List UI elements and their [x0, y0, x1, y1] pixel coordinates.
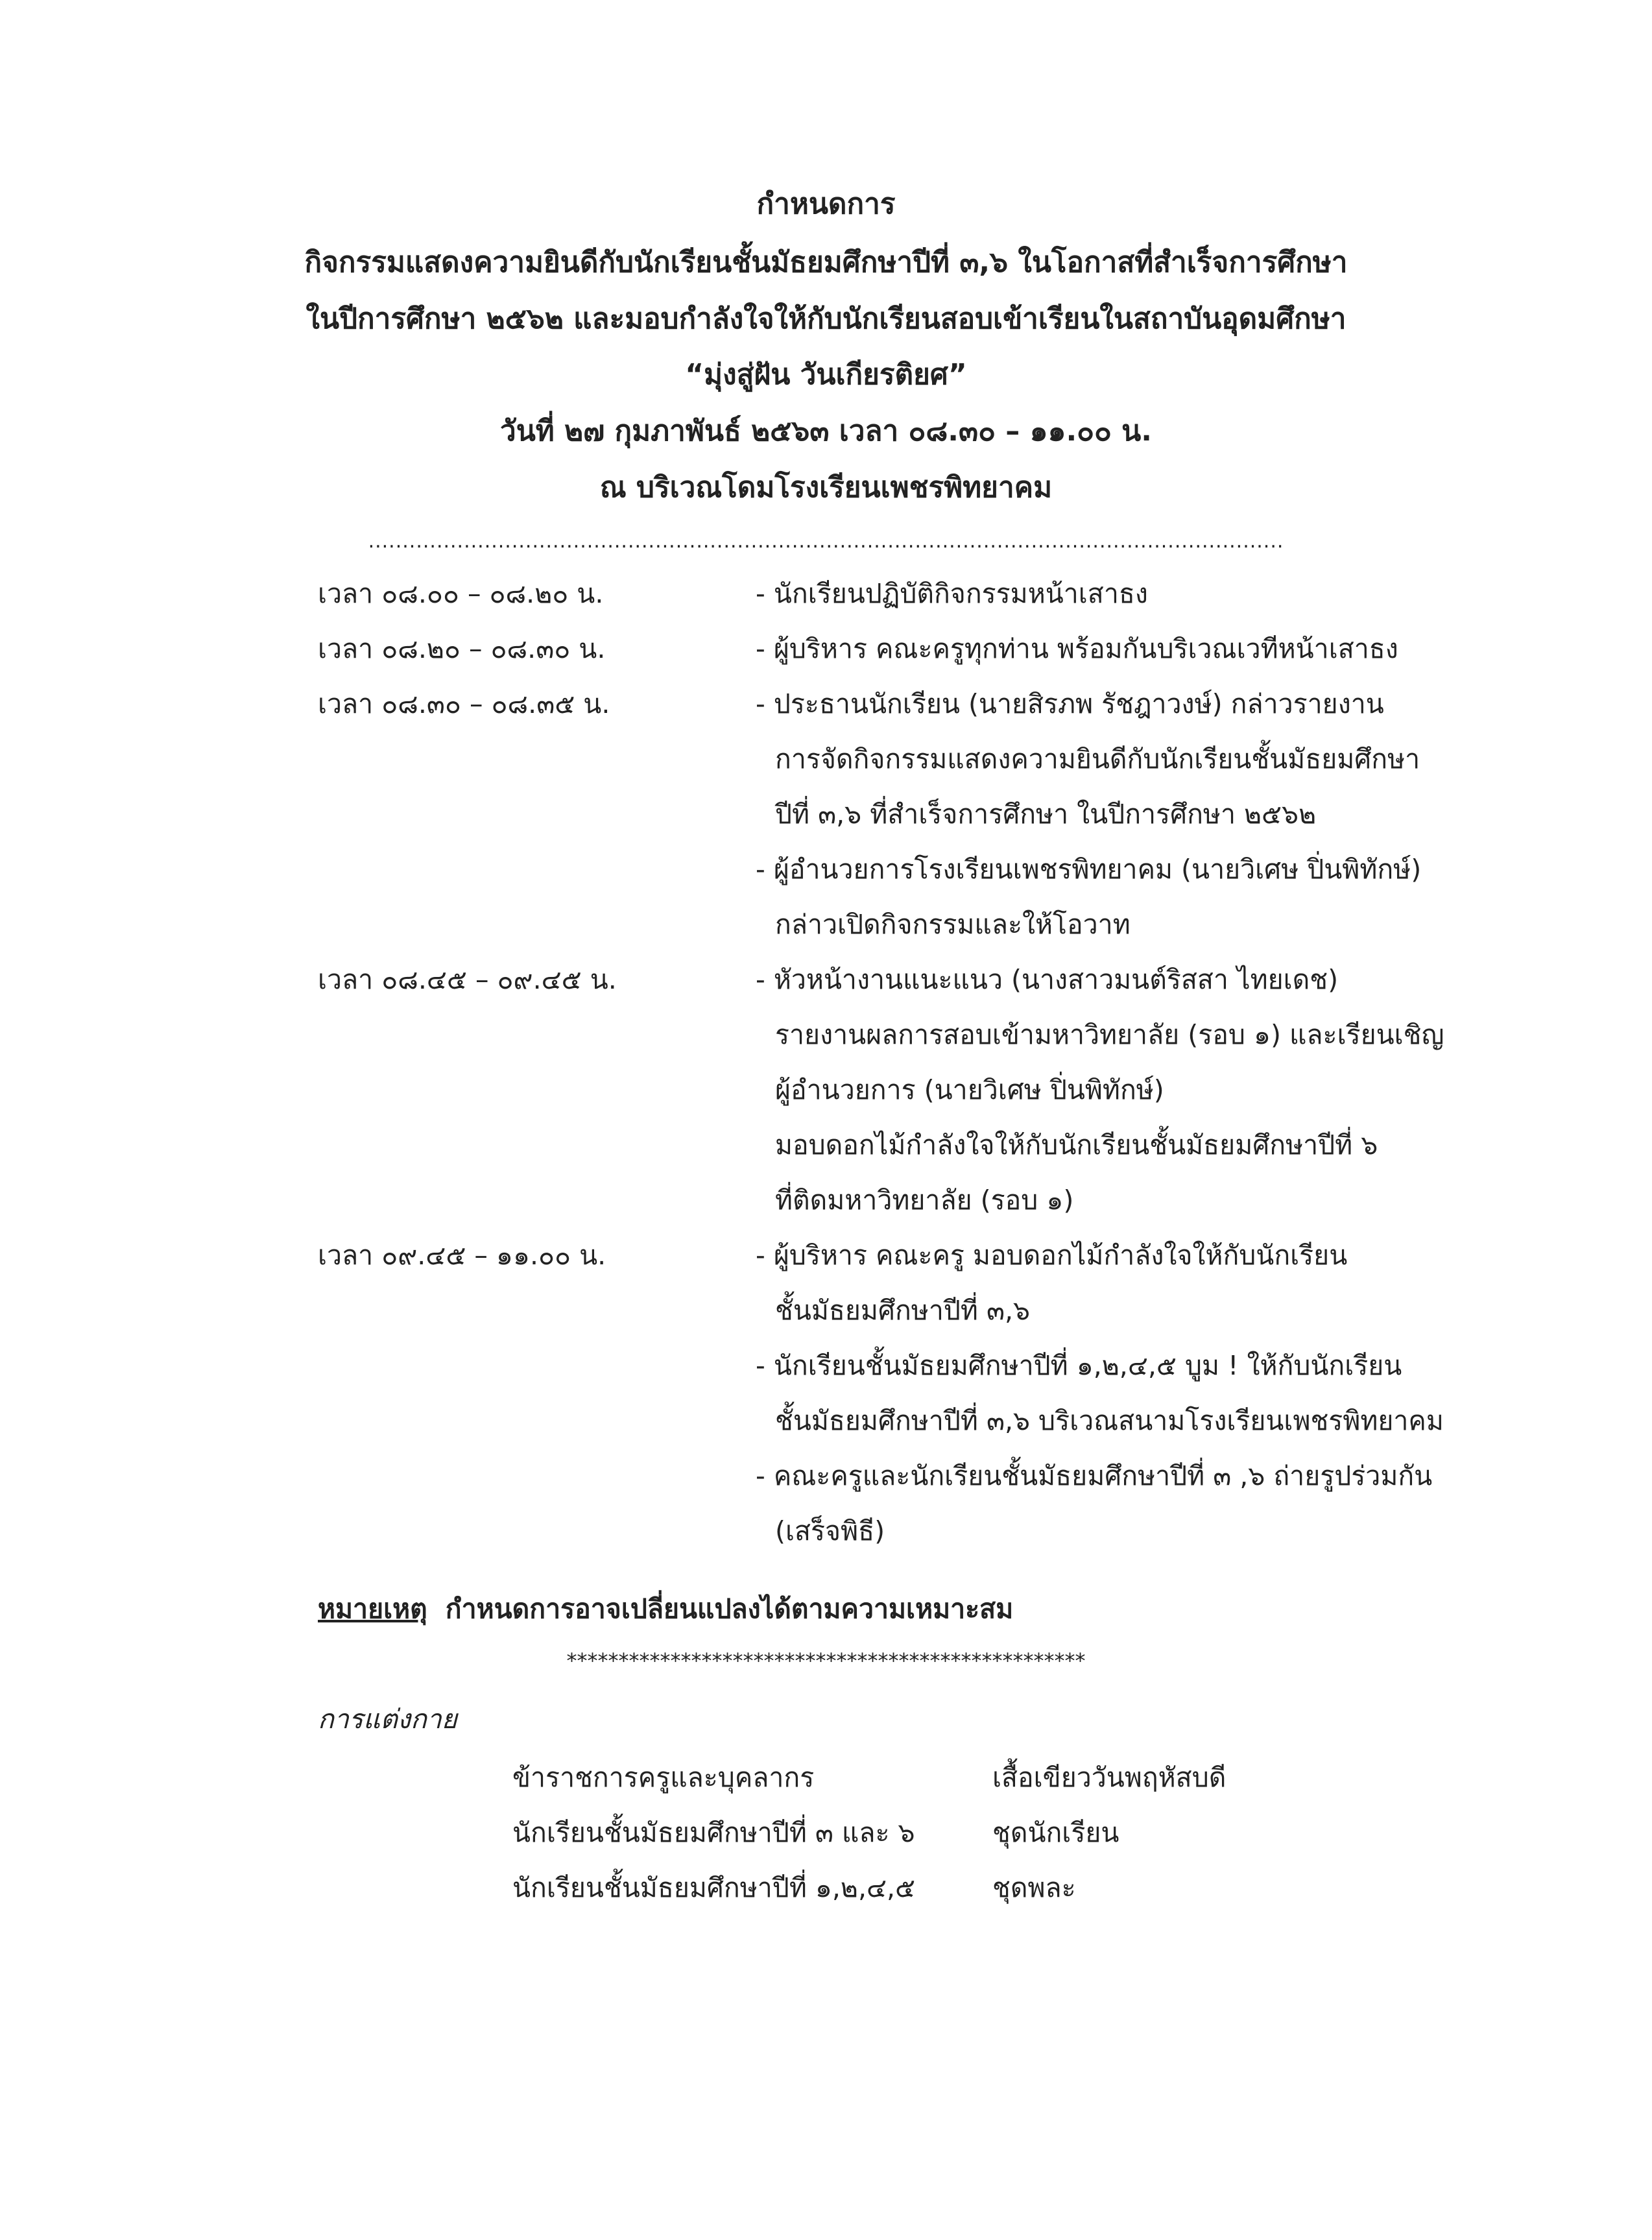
schedule-line: - นักเรียนชั้นมัธยมศึกษาปีที่ ๑,๒,๔,๕ บูม ! ให้กับนักเรียน: [756, 1350, 1402, 1381]
document-title: กำหนดการ: [756, 187, 896, 221]
event-date: วันที่ ๒๗ กุมภาพันธ์ ๒๕๖๓ เวลา ๐๘.๓๐ – ๑๑.๐๐ น.: [500, 415, 1152, 448]
note-text: กำหนดการอาจเปลี่ยนแปลงได้ตามความเหมาะสม: [445, 1593, 1014, 1624]
schedule-line: รายงานผลการสอบเข้ามหาวิทยาลัย (รอบ ๑) และเรียนเชิญ: [775, 1019, 1444, 1050]
header-line-2: ในปีการศึกษา ๒๕๖๒ และมอบกำลังใจให้กับนักเรียนสอบเข้าเรียนในสถาบันอุดมศึกษา: [305, 302, 1347, 335]
note: [318, 1589, 1013, 1628]
schedule-line: ที่ติดมหาวิทยาลัย (รอบ ๑): [775, 1185, 1074, 1216]
dress-code-group: นักเรียนชั้นมัธยมศึกษาปีที่ ๑,๒,๔,๕: [512, 1872, 916, 1903]
dress-code-title: การแต่งกาย: [318, 1704, 457, 1735]
schedule-line: ชั้นมัธยมศึกษาปีที่ ๓,๖ บริเวณสนามโรงเรียนเพชรพิทยาคม: [775, 1405, 1444, 1436]
schedule-line: - นักเรียนปฏิบัติกิจกรรมหน้าเสาธง: [756, 578, 1148, 609]
schedule-line: (เสร็จพิธี): [775, 1515, 885, 1547]
schedule-line: - ผู้บริหาร คณะครูทุกท่าน พร้อมกันบริเวณเวทีหน้าเสาธง: [756, 633, 1398, 664]
schedule-line: มอบดอกไม้กำลังใจให้กับนักเรียนชั้นมัธยมศึกษาปีที่ ๖: [775, 1129, 1378, 1161]
stars-divider: **************************************************: [566, 1648, 1086, 1673]
schedule-line: - ประธานนักเรียน (นายสิรภพ รัชฎาวงษ์) กล่าวรายงาน: [756, 688, 1384, 719]
event-slogan: “มุ่งสู่ฝัน วันเกียรติยศ”: [685, 358, 967, 391]
dress-code-attire: ชุดพละ: [992, 1872, 1076, 1903]
dress-code-attire: เสื้อเขียววันพฤหัสบดี: [992, 1762, 1227, 1793]
schedule-time: เวลา ๐๙.๔๕ – ๑๑.๐๐ น.: [318, 1240, 606, 1271]
schedule-line: ปีที่ ๓,๖ ที่สำเร็จการศึกษา ในปีการศึกษา ๒๕๖๒: [775, 799, 1317, 830]
header-line-1: กิจกรรมแสดงความยินดีกับนักเรียนชั้นมัธยมศึกษาปีที่ ๓,๖ ในโอกาสที่สำเร็จการศึกษา: [304, 246, 1348, 279]
schedule-line: - ผู้บริหาร คณะครู มอบดอกไม้กำลังใจให้กับนักเรียน: [756, 1240, 1348, 1271]
schedule-line: กล่าวเปิดกิจกรรมและให้โอวาท: [775, 909, 1131, 940]
schedule-line: - ผู้อำนวยการโรงเรียนเพชรพิทยาคม (นายวิเศษ ปิ่นพิทักษ์): [756, 854, 1422, 885]
schedule-time: เวลา ๐๘.๓๐ – ๐๘.๓๕ น.: [318, 688, 610, 719]
schedule-line: - หัวหน้างานแนะแนว (นางสาวมนต์ริสสา ไทยเดช): [756, 964, 1339, 995]
schedule-time: เวลา ๐๘.๒๐ – ๐๘.๓๐ น.: [318, 633, 606, 664]
schedule-line: การจัดกิจกรรมแสดงความยินดีกับนักเรียนชั้นมัธยมศึกษา: [775, 743, 1420, 775]
schedule-line: ชั้นมัธยมศึกษาปีที่ ๓,๖: [775, 1295, 1031, 1326]
note-label: หมายเหตุ: [318, 1593, 427, 1624]
schedule-line: - คณะครูและนักเรียนชั้นมัธยมศึกษาปีที่ ๓ ,๖ ถ่ายรูปร่วมกัน: [756, 1460, 1433, 1491]
schedule-time: เวลา ๐๘.๔๕ – ๐๙.๔๕ น.: [318, 964, 617, 995]
schedule-line: ผู้อำนวยการ (นายวิเศษ ปิ่นพิทักษ์): [775, 1074, 1164, 1105]
dress-code-group: นักเรียนชั้นมัธยมศึกษาปีที่ ๓ และ ๖: [512, 1817, 915, 1848]
dress-code-group: ข้าราชการครูและบุคลากร: [512, 1762, 815, 1793]
schedule-time: เวลา ๐๘.๐๐ – ๐๘.๒๐ น.: [318, 578, 604, 609]
header-divider: ......................................................................................................................................: [368, 530, 1284, 553]
event-venue: ณ บริเวณโดมโรงเรียนเพชรพิทยาคม: [599, 471, 1053, 504]
dress-code-attire: ชุดนักเรียน: [992, 1817, 1119, 1848]
